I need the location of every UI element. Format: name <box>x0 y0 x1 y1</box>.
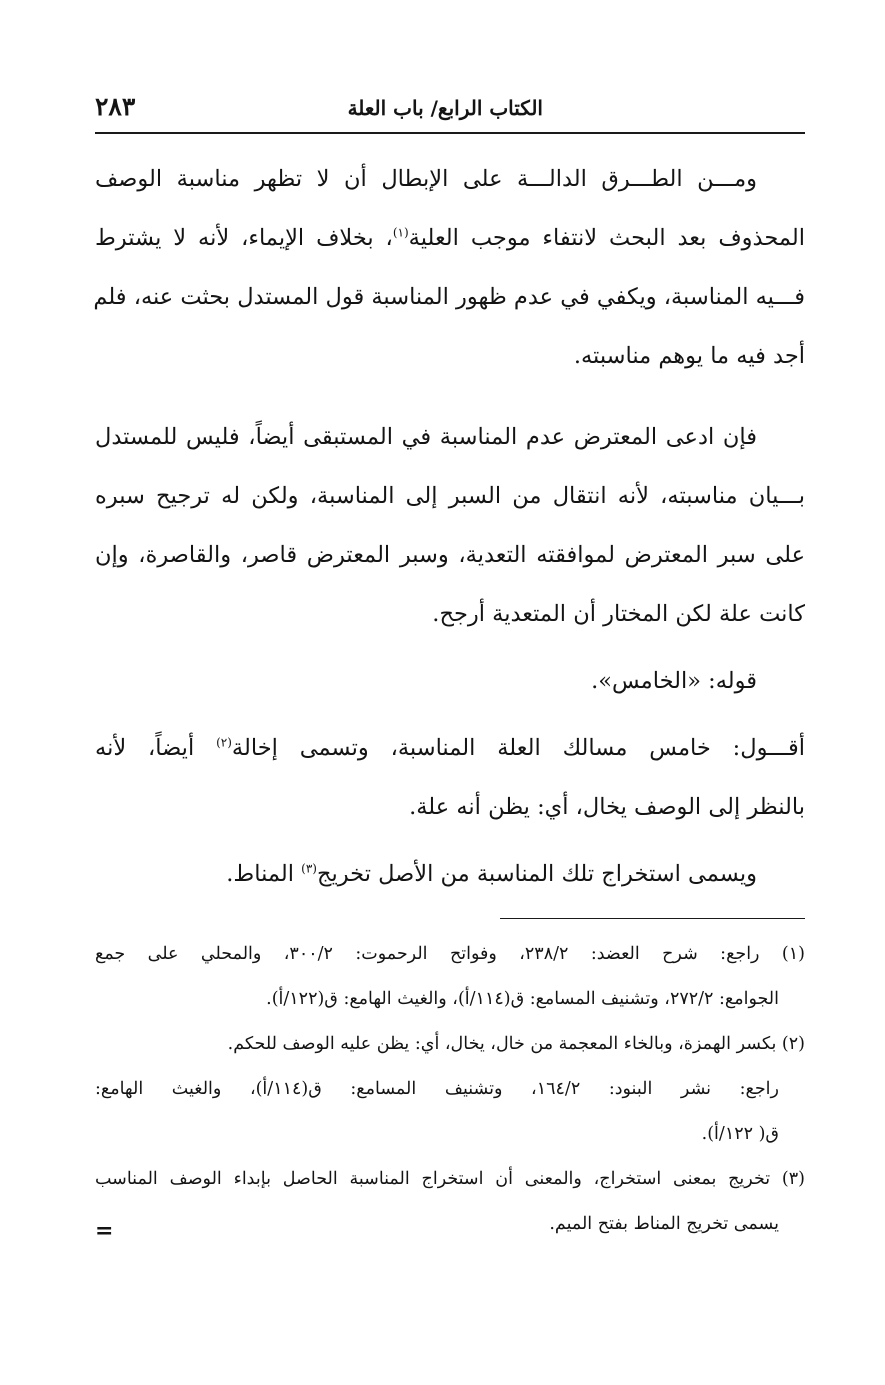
text-line: فإن ادعى المعترض عدم المناسبة في المستبقى أيضاً، فليس للمستدل <box>95 424 757 450</box>
main-text <box>95 150 805 904</box>
footnote-separator <box>500 918 805 919</box>
footnote-ref: (١) <box>392 225 409 240</box>
footnote-1 <box>95 932 805 1022</box>
continuation-mark: = <box>95 1218 114 1244</box>
footnotes <box>95 932 805 1247</box>
quoted-heading: قوله: «الخامس». <box>591 668 757 694</box>
footnote-line: راجع: نشر البنود: ١٦٤/٢، وتشنيف المسامع: ق(١١٤/أ)، والغيث الهامع: <box>95 1079 779 1099</box>
text-line: فـــيه المناسبة، ويكفي في عدم ظهور المناسبة قول المستدل بحثت عنه، فلم <box>93 284 805 310</box>
text-line: أجد فيه ما يوهم مناسبته. <box>573 343 805 369</box>
paragraph <box>95 719 805 837</box>
footnote-line: الجوامع: ٢٧٢/٢، وتشنيف المسامع: ق(١١٤/أ)، والغيث الهامع: ق(١٢٢/أ). <box>266 989 779 1009</box>
footnote-ref: (٢) <box>216 735 232 750</box>
footnote-line: (٢) بكسر الهمزة، وبالخاء المعجمة من خال، يخال، أي: يظن عليه الوصف للحكم. <box>227 1034 805 1054</box>
footnote-line: (٣) تخريج بمعنى استخراج، والمعنى أن استخراج المناسبة الحاصل بإبداء الوصف المناسب <box>95 1169 805 1189</box>
footnote-2 <box>95 1022 805 1157</box>
text-line: كانت علة لكن المختار أن المتعدية أرجح. <box>432 601 805 627</box>
footnote-line: (١) راجع: شرح العضد: ٢٣٨/٢، وفواتح الرحموت: ٣٠٠/٢، والمحلي على جمع <box>95 944 805 964</box>
running-title: الكتاب الرابع/ باب العلة <box>347 96 543 120</box>
footnote-3 <box>95 1157 805 1247</box>
paragraph <box>95 150 805 386</box>
page-header <box>95 90 805 134</box>
footnote-line: ق( ١٢٢/أ). <box>701 1124 779 1144</box>
footnote-line: يسمى تخريج المناط بفتح الميم. <box>549 1214 779 1234</box>
text-line: بـــيان مناسبته، لأنه انتقال من السبر إلى المناسبة، ولكن له ترجيح سبره <box>95 483 805 509</box>
text-line: ومـــن الطـــرق الدالـــة على الإبطال أن لا تظهر مناسبة الوصف <box>95 166 757 192</box>
text-line: المحذوف بعد البحث لانتفاء موجب العلية$^{(١)}$، بخلاف الإيماء، لأنه لا يشترط <box>95 225 805 251</box>
text-line: أقـــول: خامس مسالك العلة المناسبة، وتسمى إخالة$^{(٢)}$ أيضاً، لأنه <box>95 735 806 761</box>
footnote-ref: (٣) <box>301 861 317 876</box>
page-number: ٢٨٣ <box>95 92 136 121</box>
text-line: على سبر المعترض لموافقته التعدية، وسبر المعترض قاصر، والقاصرة، وإن <box>95 542 805 568</box>
text-line: بالنظر إلى الوصف يخال، أي: يظن أنه علة. <box>409 794 805 820</box>
paragraph <box>95 408 805 644</box>
text-line: ويسمى استخراج تلك المناسبة من الأصل تخريج$^{(٣)}$ المناط. <box>226 861 757 887</box>
